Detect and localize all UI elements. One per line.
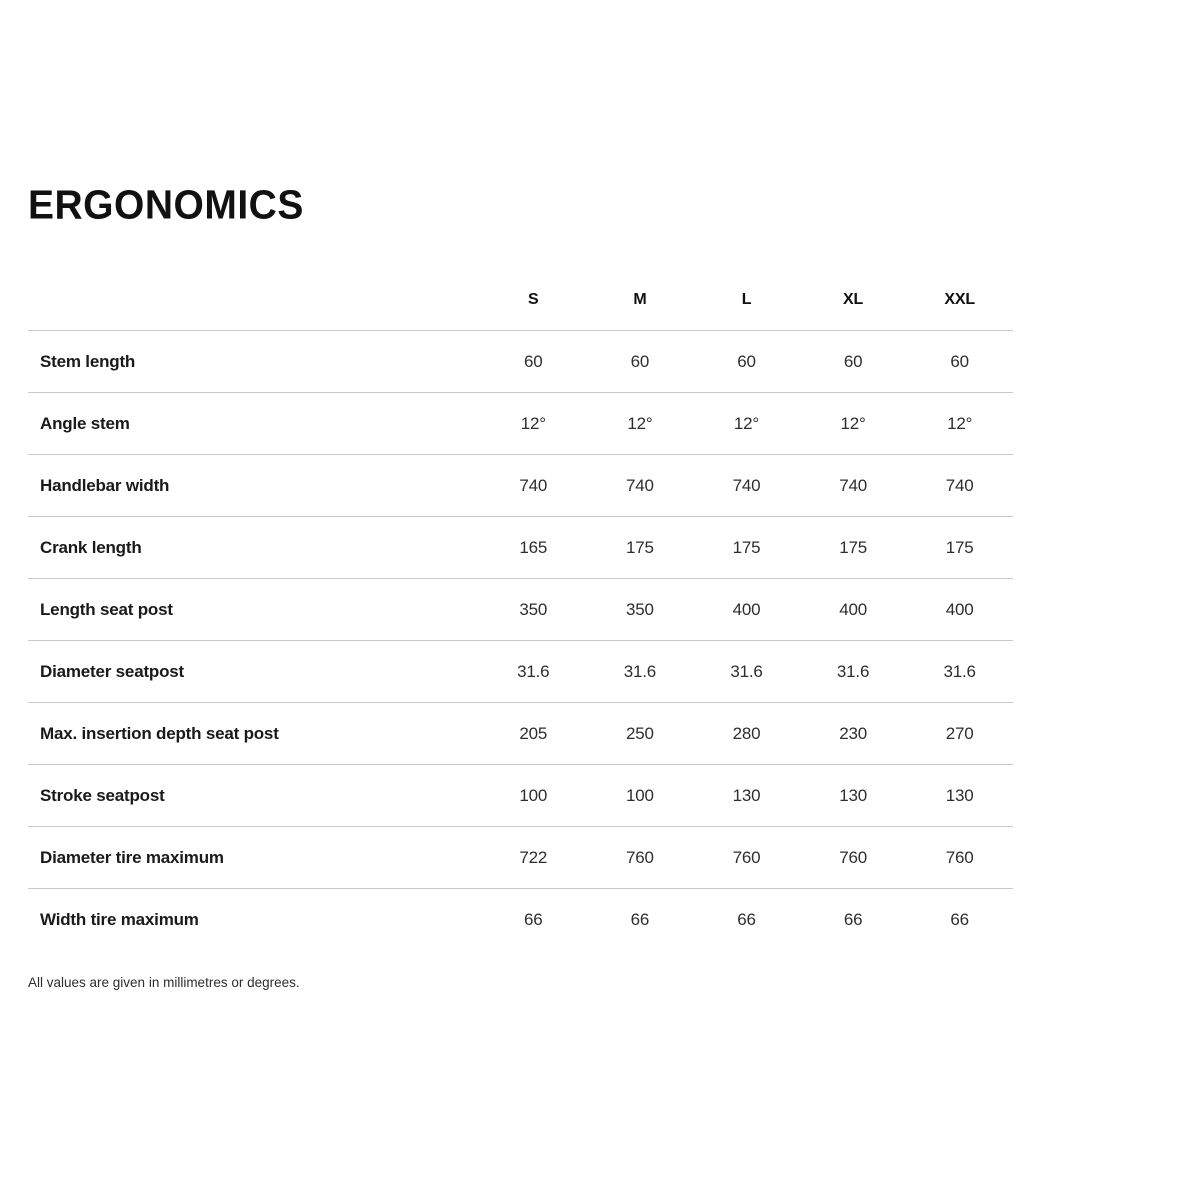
column-header-xxl: XXL [944, 291, 975, 308]
row-value: 165 [519, 537, 548, 557]
row-value: 31.6 [730, 661, 763, 681]
table-row-diameter-tire-maximum [28, 827, 1013, 889]
row-value: 66 [737, 910, 756, 929]
row-label: Diameter seatpost [40, 661, 184, 681]
row-value: 740 [732, 475, 761, 495]
row-value: 31.6 [517, 661, 550, 681]
row-label: Length seat post [40, 599, 173, 619]
table-row-length-seat-post [28, 579, 1013, 641]
page-title: ERGONOMICS [28, 182, 304, 228]
row-value: 100 [519, 785, 548, 805]
table-row-angle-stem [28, 393, 1013, 455]
row-value: 60 [630, 351, 650, 371]
row-value: 250 [626, 723, 654, 743]
table-row-max-insertion-depth [28, 703, 1013, 765]
row-value: 66 [843, 910, 863, 929]
row-value: 760 [626, 847, 654, 867]
row-value: 12° [520, 413, 546, 433]
table-header-row [28, 270, 1013, 331]
row-value: 350 [519, 599, 548, 619]
table-row-width-tire-maximum [28, 889, 1013, 951]
row-label: Diameter tire maximum [40, 847, 224, 867]
row-value: 270 [945, 723, 974, 743]
row-value: 60 [950, 351, 969, 371]
row-value: 60 [843, 351, 863, 371]
row-label: Crank length [40, 537, 142, 557]
row-value: 740 [519, 475, 548, 495]
row-value: 66 [524, 910, 543, 929]
row-value: 12° [947, 413, 973, 433]
row-value: 175 [732, 537, 761, 557]
row-value: 175 [839, 537, 867, 557]
row-value: 760 [945, 847, 974, 867]
row-value: 400 [839, 599, 867, 619]
row-value: 175 [626, 537, 654, 557]
column-header-xl: XL [843, 291, 864, 308]
row-label: Width tire maximum [40, 910, 199, 929]
row-label: Angle stem [40, 413, 130, 433]
row-value: 175 [945, 537, 974, 557]
row-value: 130 [945, 785, 974, 805]
row-value: 31.6 [836, 661, 870, 681]
column-header-l: L [741, 291, 752, 308]
row-value: 12° [840, 413, 866, 433]
row-label: Handlebar width [40, 475, 170, 495]
row-value: 66 [950, 910, 969, 929]
row-value: 740 [626, 475, 654, 495]
row-value: 60 [737, 351, 756, 371]
row-value: 230 [839, 723, 867, 743]
footnote: All values are given in millimetres or degrees. [28, 975, 300, 990]
table-row-stem-length [28, 331, 1013, 393]
row-value: 760 [732, 847, 761, 867]
row-value: 205 [519, 723, 548, 743]
row-value: 12° [627, 413, 653, 433]
row-value: 100 [626, 785, 654, 805]
row-value: 31.6 [943, 661, 976, 681]
table-row-diameter-seatpost [28, 641, 1013, 703]
column-header-s: S [528, 291, 539, 308]
row-value: 60 [524, 351, 543, 371]
row-value: 12° [733, 413, 760, 433]
table-row-crank-length [28, 517, 1013, 579]
row-value: 350 [626, 599, 654, 619]
row-value: 31.6 [623, 661, 657, 681]
row-label: Stroke seatpost [40, 785, 165, 805]
table-row-stroke-seatpost [28, 765, 1013, 827]
row-value: 130 [839, 785, 867, 805]
column-header-m: M [633, 291, 647, 308]
row-value: 760 [839, 847, 867, 867]
row-value: 66 [630, 910, 650, 929]
row-value: 400 [945, 599, 974, 619]
row-value: 400 [732, 599, 761, 619]
row-value: 722 [519, 847, 548, 867]
table-row-handlebar-width [28, 455, 1013, 517]
row-label: Stem length [40, 351, 136, 371]
row-value: 740 [945, 475, 974, 495]
ergonomics-table [28, 270, 1013, 951]
row-value: 130 [732, 785, 761, 805]
row-value: 740 [839, 475, 867, 495]
row-label: Max. insertion depth seat post [40, 723, 279, 743]
row-value: 280 [732, 723, 761, 743]
